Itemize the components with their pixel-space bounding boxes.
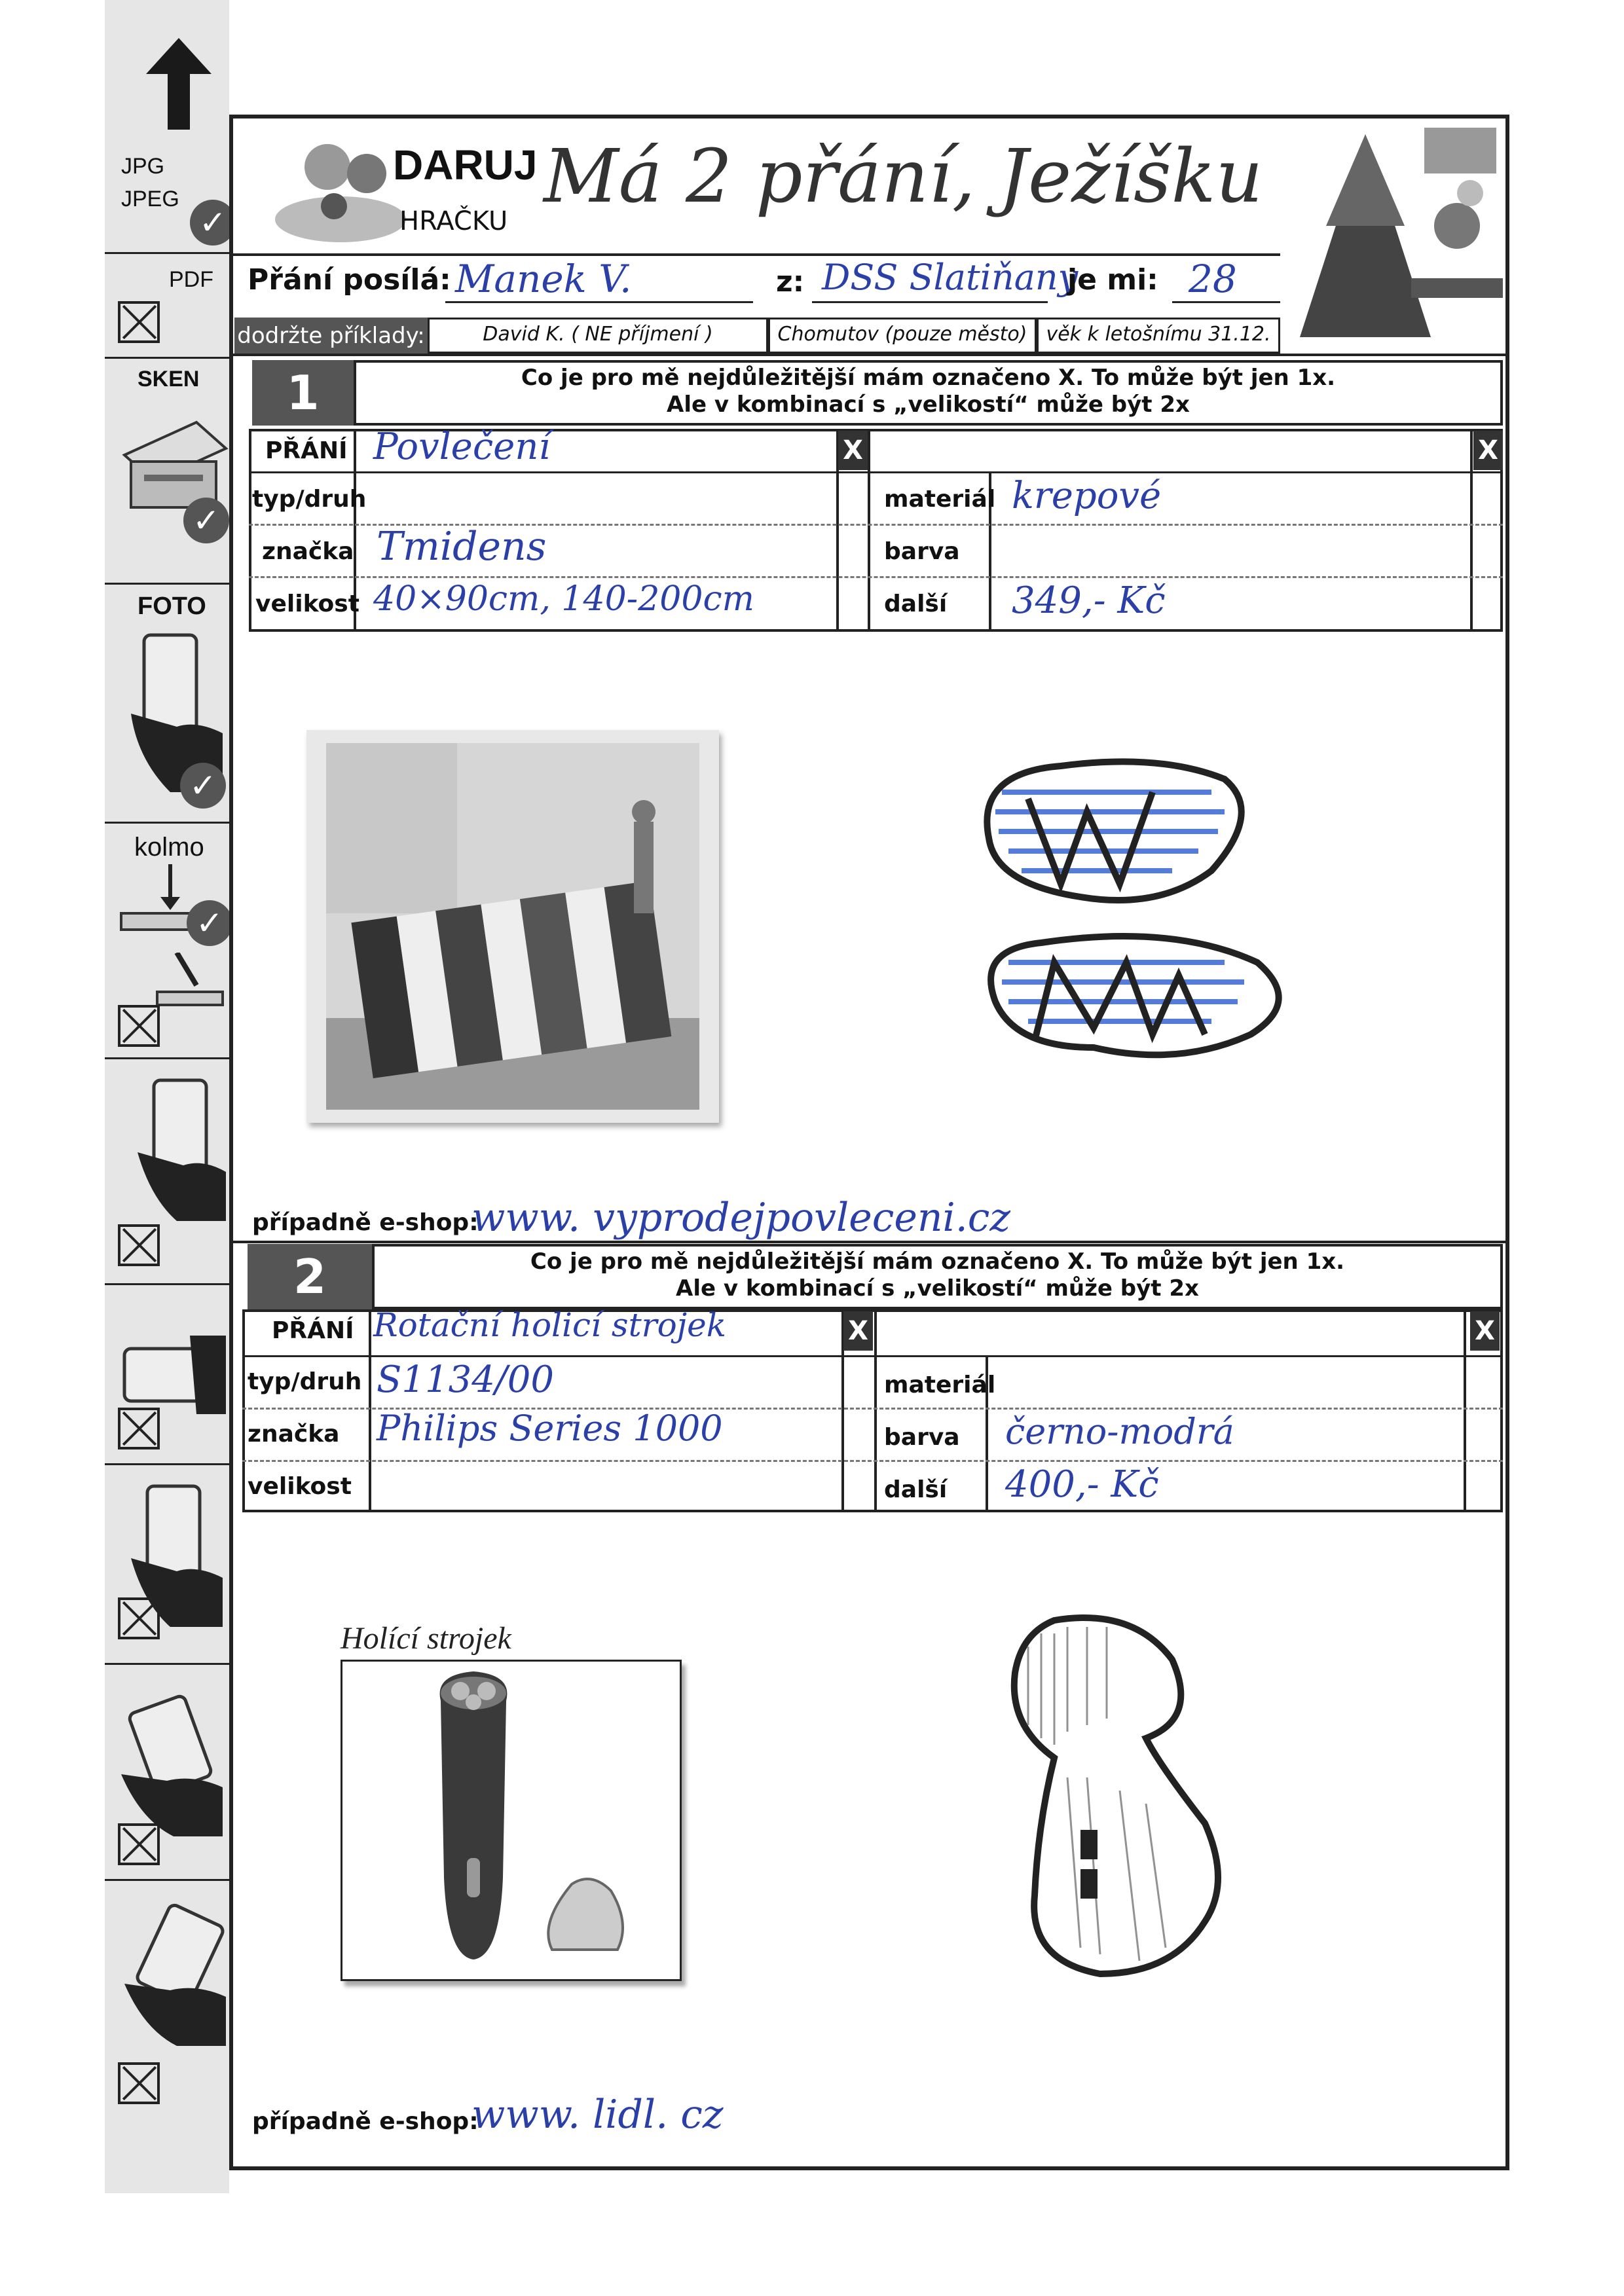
page-title: Má 2 přání, Ježíšku	[544, 134, 1263, 219]
place-underline	[812, 301, 1048, 303]
color-value[interactable]: černo-modrá	[1005, 1411, 1234, 1452]
brand-label: značka	[248, 1421, 340, 1448]
wish-label: PŘÁNÍ	[272, 1317, 354, 1344]
sidebar-divider	[105, 1057, 229, 1059]
cross-box-icon	[118, 2062, 160, 2104]
brand-label: značka	[262, 538, 354, 565]
place-value[interactable]: DSS Slatiňany	[822, 257, 1079, 298]
other-label: další	[884, 1476, 948, 1503]
check-icon: ✓	[183, 498, 229, 543]
child-drawing	[989, 1607, 1238, 2007]
phone-tilted-icon	[115, 1689, 226, 1840]
phone-tilted-icon	[118, 1899, 229, 2049]
priority-x-marker[interactable]: X	[1470, 1311, 1500, 1351]
cross-box-icon	[118, 1597, 160, 1639]
wish-2-instruction-2: Ale v kombinací s „velikostí“ může být 2x	[676, 1275, 1199, 1302]
table-col-divider	[369, 1309, 371, 1512]
table-row-divider	[242, 1460, 1503, 1462]
eshop-value[interactable]: www. lidl. cz	[471, 2092, 724, 2138]
hint-age-text: věk k letošnímu 31.12.	[1046, 323, 1271, 346]
brand-value[interactable]: Philips Series 1000	[377, 1408, 723, 1449]
table-col-divider	[1464, 1309, 1466, 1512]
age-value[interactable]: 28	[1189, 257, 1237, 301]
phone-landscape-icon	[118, 1322, 229, 1421]
bedding-image	[306, 730, 719, 1123]
material-label: materiál	[884, 486, 996, 513]
check-icon: ✓	[180, 763, 226, 809]
sken-label: SKEN	[138, 367, 200, 392]
eshop-value[interactable]: www. vyprodejpovleceni.cz	[471, 1195, 1010, 1241]
sidebar-divider	[105, 1663, 229, 1665]
wish-number-2: 2	[248, 1244, 372, 1309]
place-label: z:	[776, 265, 805, 299]
hint-label: dodržte příklady:	[234, 318, 428, 354]
sidebar-divider	[105, 822, 229, 824]
christmas-tree-icon	[1280, 121, 1506, 354]
table-row-divider	[249, 576, 1503, 578]
wish-number-1: 1	[252, 360, 354, 426]
other-value[interactable]: 349,- Kč	[1012, 579, 1166, 622]
shaver-photo	[341, 1660, 682, 1981]
age-label: je mi:	[1067, 263, 1158, 297]
eshop-label: případně e-shop:	[252, 1209, 479, 1236]
material-label: materiál	[884, 1372, 996, 1398]
table-col-divider	[1470, 429, 1473, 632]
sidebar-divider	[105, 357, 229, 359]
type-label: typ/druh	[248, 1368, 362, 1395]
table-row-divider	[249, 471, 1503, 473]
kolmo-label: kolmo	[134, 833, 204, 862]
header-divider	[229, 253, 1280, 256]
type-label: typ/druh	[252, 486, 367, 513]
color-label: barva	[884, 538, 960, 565]
pdf-label: PDF	[169, 267, 213, 292]
check-icon: ✓	[187, 900, 232, 946]
wish-2-value[interactable]: Rotační holicí strojek	[373, 1306, 727, 1344]
foto-label: FOTO	[138, 592, 206, 620]
up-arrow-icon	[143, 38, 215, 130]
jpg-label: JPG	[121, 154, 165, 179]
tilted-phone-icon	[151, 953, 229, 1011]
other-label: další	[884, 591, 948, 617]
table-col-divider	[868, 429, 870, 632]
sender-name-value[interactable]: Manek V.	[455, 257, 632, 301]
priority-x-marker[interactable]: X	[838, 431, 868, 470]
sender-label: Přání posílá:	[248, 263, 451, 297]
priority-x-marker[interactable]: X	[843, 1311, 873, 1351]
color-label: barva	[884, 1424, 960, 1451]
cross-box-icon	[118, 1224, 160, 1266]
sender-name-underline	[445, 301, 753, 303]
photo-caption: Holící strojek	[341, 1621, 511, 1656]
logo-top-text: DARUJ	[393, 141, 538, 189]
type-value[interactable]: S1134/00	[377, 1358, 555, 1401]
wish-1-value[interactable]: Povlečení	[373, 426, 551, 468]
logo-bottom-text: HRAČKU	[399, 206, 508, 236]
other-value[interactable]: 400,- Kč	[1005, 1463, 1159, 1506]
section-divider	[229, 1241, 1509, 1243]
section-divider	[229, 354, 1509, 356]
wish-1-instruction-2: Ale v kombinací s „velikostí“ může být 2x	[667, 392, 1190, 418]
sidebar-divider	[105, 1283, 229, 1285]
table-col-divider	[874, 1309, 877, 1512]
sidebar-divider	[105, 252, 229, 254]
sidebar-divider	[105, 1879, 229, 1881]
size-value[interactable]: 40×90cm, 140-200cm	[373, 579, 754, 619]
child-drawing	[963, 753, 1316, 1146]
eshop-label: případně e-shop:	[252, 2108, 479, 2135]
scanner-icon	[118, 403, 229, 514]
age-underline	[1172, 301, 1280, 303]
size-label: velikost	[255, 591, 360, 617]
material-value[interactable]: krepové	[1012, 475, 1162, 517]
wish-1-instruction-1: Co je pro mě nejdůležitější mám označeno X. To může být jen 1x.	[521, 365, 1336, 391]
santa-logo-icon	[268, 128, 413, 246]
bedding-photo	[306, 730, 719, 1123]
sidebar-divider	[105, 583, 229, 585]
cross-box-icon	[118, 1005, 160, 1047]
hint-name-text: David K. ( NE příjmení )	[483, 323, 713, 346]
jpeg-label: JPEG	[121, 187, 179, 211]
size-label: velikost	[248, 1473, 352, 1500]
check-icon: ✓	[190, 200, 236, 246]
wish-label: PŘÁNÍ	[265, 437, 348, 464]
cross-box-icon	[118, 1408, 160, 1449]
cross-box-icon	[118, 1823, 160, 1865]
sidebar-divider	[105, 1463, 229, 1465]
table-row-divider	[242, 1355, 1503, 1357]
wish-2-instruction-1: Co je pro mě nejdůležitější mám označeno X. To může být jen 1x.	[530, 1248, 1345, 1275]
hint-place-text: Chomutov (pouze město)	[777, 323, 1027, 346]
brand-value[interactable]: Tmidens	[377, 524, 547, 570]
shaver-image	[342, 1662, 680, 1979]
cross-box-icon	[118, 301, 160, 343]
phone-camera-icon	[124, 1074, 229, 1224]
priority-x-marker[interactable]: X	[1473, 431, 1503, 470]
